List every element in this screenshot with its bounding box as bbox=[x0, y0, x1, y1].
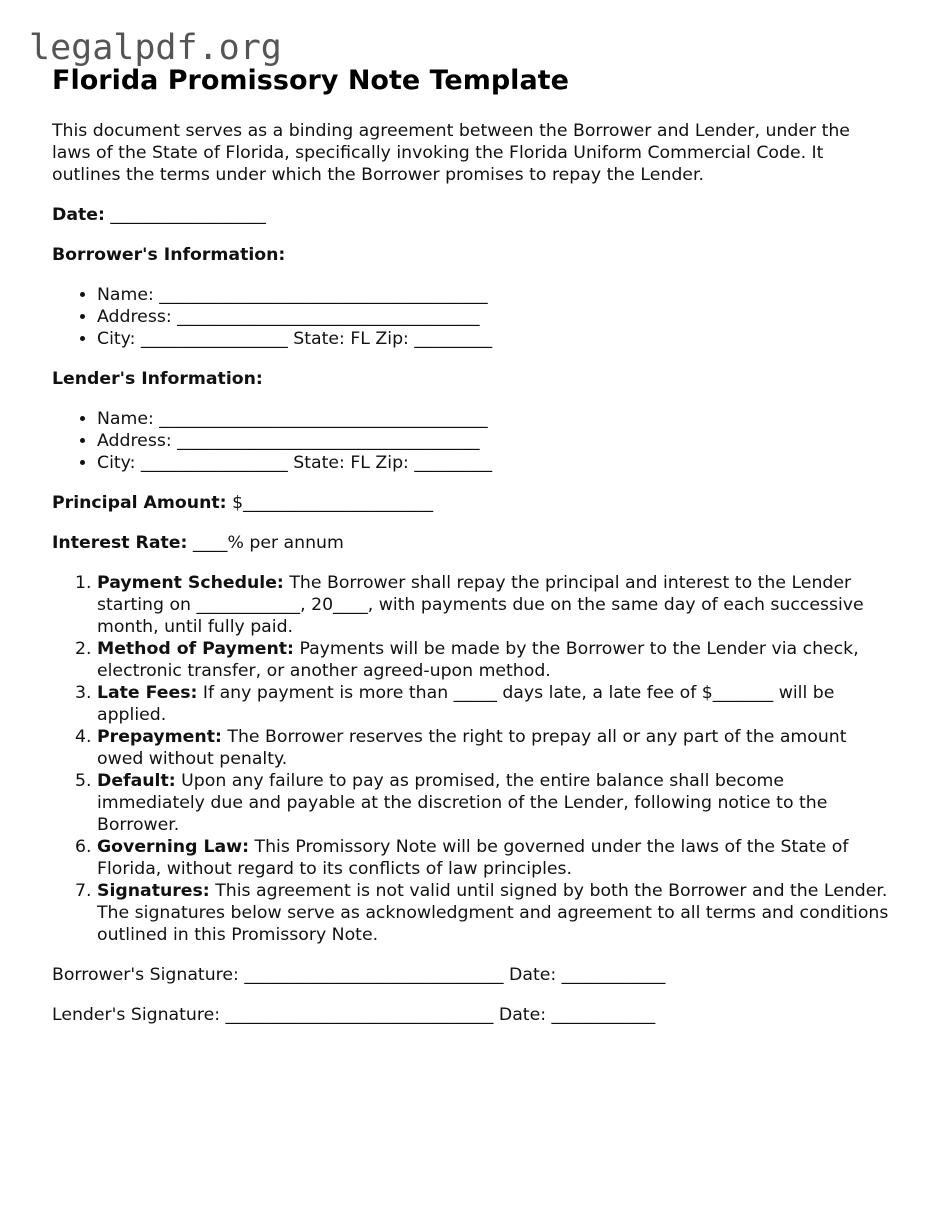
term-text: This Promissory Note will be governed under the laws of the State of Florida, without regard to its conflicts of law principles. bbox=[97, 837, 849, 879]
date-blank: __________________ bbox=[104, 205, 266, 225]
term-signatures bbox=[97, 880, 892, 946]
term-default bbox=[97, 770, 892, 836]
term-label: Payment Schedule: bbox=[97, 573, 284, 593]
lender-city-item: • City: _________________ State: FL Zip: _________ bbox=[97, 452, 892, 474]
lender-address-item: • Address: ___________________________________ bbox=[97, 430, 892, 452]
borrower-heading-text: Borrower's Information: bbox=[52, 245, 286, 265]
term-text: Upon any failure to pay as promised, the entire balance shall become immediately due and payable at the discretion of the Lender, following notice to the Borrower. bbox=[97, 771, 828, 835]
term-text: The Borrower shall repay the principal and interest to the Lender starting on ____________, 20____, with payments due on the same day of each successive month, until fully paid. bbox=[97, 573, 864, 637]
interest-line bbox=[52, 532, 892, 554]
term-label: Method of Payment: bbox=[97, 639, 294, 659]
term-text: The Borrower reserves the right to prepay all or any part of the amount owed without penalty. bbox=[97, 727, 847, 769]
lender-heading bbox=[52, 368, 892, 390]
borrower-city-item: • City: _________________ State: FL Zip: _________ bbox=[97, 328, 892, 350]
principal-label: Principal Amount: bbox=[52, 493, 227, 513]
term-label: Signatures: bbox=[97, 881, 210, 901]
interest-blank: ____% per annum bbox=[187, 533, 344, 553]
borrower-signature-line: Borrower's Signature: ______________________________ Date: ____________ bbox=[52, 965, 666, 985]
borrower-heading bbox=[52, 244, 892, 266]
term-label: Default: bbox=[97, 771, 176, 791]
principal-line bbox=[52, 492, 892, 514]
watermark-logo: legalpdf.org bbox=[29, 28, 282, 68]
term-text: This agreement is not valid until signed by both the Borrower and the Lender. The signatures below serve as acknowledgment and agreement to all terms and conditions outlined in this Promissory Note. bbox=[97, 881, 889, 945]
term-label: Late Fees: bbox=[97, 683, 198, 703]
principal-blank: $______________________ bbox=[226, 493, 434, 513]
borrower-info-list bbox=[52, 284, 892, 350]
date-line bbox=[52, 204, 892, 226]
intro-paragraph: This document serves as a binding agreement between the Borrower and Lender, under the laws of the State of Florida, specifically invoking the Florida Uniform Commercial Code. It outlines the terms under which the Borrower promises to repay the Lender. bbox=[52, 121, 850, 185]
term-governing-law bbox=[97, 836, 892, 880]
date-label: Date: bbox=[52, 205, 105, 225]
term-text: Payments will be made by the Borrower to the Lender via check, electronic transfer, or another agreed-upon method. bbox=[97, 639, 859, 681]
lender-signature-line: Lender's Signature: _______________________________ Date: ____________ bbox=[52, 1005, 656, 1025]
interest-label: Interest Rate: bbox=[52, 533, 188, 553]
term-label: Prepayment: bbox=[97, 727, 222, 747]
borrower-name-item: • Name: ______________________________________ bbox=[97, 284, 892, 306]
term-payment-schedule bbox=[97, 572, 892, 638]
term-late-fees bbox=[97, 682, 892, 726]
term-text: If any payment is more than _____ days late, a late fee of $_______ will be applied. bbox=[97, 683, 835, 725]
term-prepayment bbox=[97, 726, 892, 770]
borrower-address-item: • Address: ___________________________________ bbox=[97, 306, 892, 328]
lender-info-list bbox=[52, 408, 892, 474]
term-method-of-payment bbox=[97, 638, 892, 682]
lender-heading-text: Lender's Information: bbox=[52, 369, 263, 389]
document-page bbox=[52, 62, 892, 1026]
lender-name-item: • Name: ______________________________________ bbox=[97, 408, 892, 430]
document-title: Florida Promissory Note Template bbox=[52, 65, 569, 96]
term-label: Governing Law: bbox=[97, 837, 250, 857]
terms-list bbox=[52, 572, 892, 946]
